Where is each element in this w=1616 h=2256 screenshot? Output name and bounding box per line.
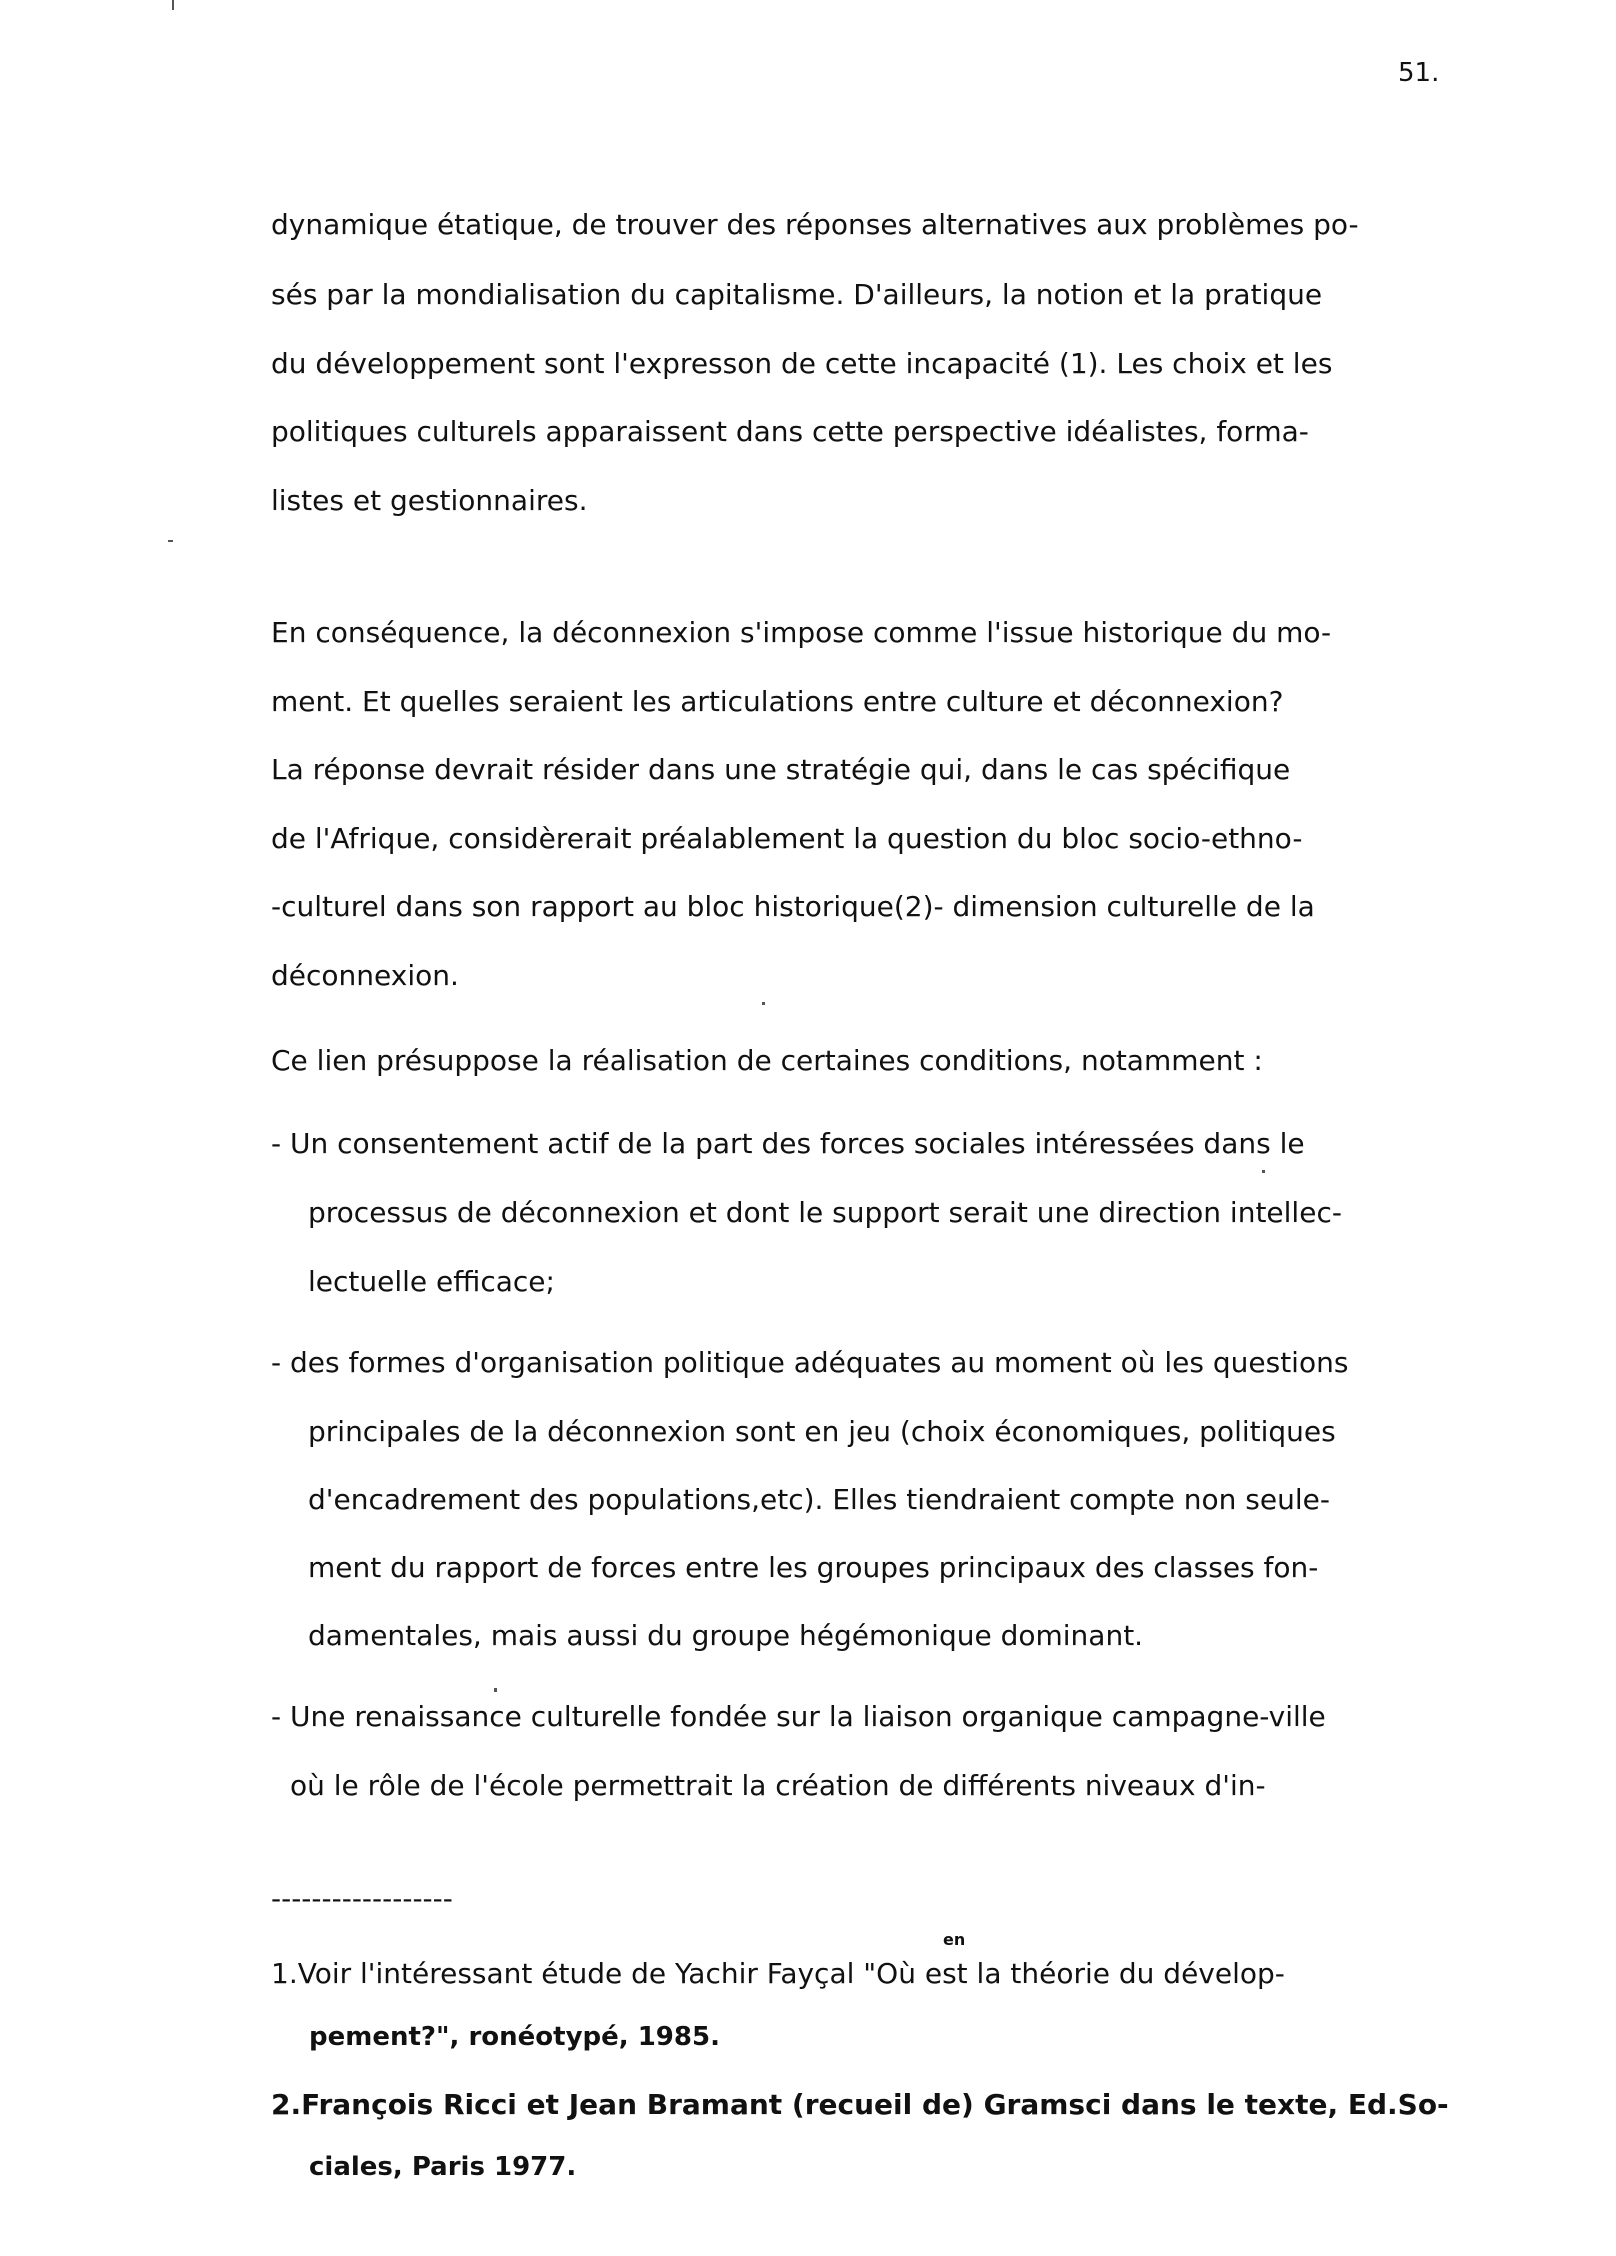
handwritten-insert: en bbox=[943, 1930, 966, 1949]
page-number: 51. bbox=[1398, 58, 1440, 88]
footnote-line: 2.François Ricci et Jean Bramant (recueil de) Gramsci dans le texte, Ed.So- bbox=[271, 2088, 1449, 2121]
text-line: sés par la mondialisation du capitalisme. D'ailleurs, la notion et la pratique bbox=[271, 278, 1323, 311]
scan-speck bbox=[494, 1688, 497, 1692]
text-line: La réponse devrait résider dans une stratégie qui, dans le cas spécifique bbox=[271, 753, 1291, 786]
text-line: - Un consentement actif de la part des forces sociales intéressées dans le bbox=[271, 1127, 1305, 1160]
text-line: processus de déconnexion et dont le support serait une direction intellec- bbox=[308, 1196, 1342, 1229]
footnote-line: pement?", ronéotypé, 1985. bbox=[309, 2022, 720, 2052]
text-line: dynamique étatique, de trouver des réponses alternatives aux problèmes po- bbox=[271, 208, 1359, 241]
conditions-intro: Ce lien présuppose la réalisation de certaines conditions, notamment : bbox=[271, 1044, 1263, 1077]
footnote-line: 1.Voir l'intéressant étude de Yachir Fayçal "Où est la théorie du dévelop- bbox=[271, 1957, 1285, 1990]
text-line: politiques culturels apparaissent dans cette perspective idéalistes, forma- bbox=[271, 415, 1309, 448]
text-line: déconnexion. bbox=[271, 959, 459, 992]
scan-speck bbox=[172, 0, 174, 10]
text-line: où le rôle de l'école permettrait la création de différents niveaux d'in- bbox=[290, 1769, 1266, 1802]
text-line: - des formes d'organisation politique adéquates au moment où les questions bbox=[271, 1346, 1349, 1379]
text-line: de l'Afrique, considèrerait préalablement la question du bloc socio-ethno- bbox=[271, 822, 1303, 855]
scan-speck bbox=[1262, 1170, 1265, 1173]
scan-speck bbox=[168, 540, 173, 542]
text-line: - Une renaissance culturelle fondée sur la liaison organique campagne-ville bbox=[271, 1700, 1326, 1733]
footnote-separator: ------------------ bbox=[271, 1882, 453, 1915]
text-line: du développement sont l'expresson de cette incapacité (1). Les choix et les bbox=[271, 347, 1333, 380]
text-line: En conséquence, la déconnexion s'impose comme l'issue historique du mo- bbox=[271, 616, 1332, 649]
text-line: -culturel dans son rapport au bloc historique(2)- dimension culturelle de la bbox=[271, 890, 1315, 923]
text-line: damentales, mais aussi du groupe hégémonique dominant. bbox=[308, 1619, 1144, 1652]
text-line: ment du rapport de forces entre les groupes principaux des classes fon- bbox=[308, 1551, 1319, 1584]
scan-speck bbox=[762, 1002, 765, 1005]
footnote-line: ciales, Paris 1977. bbox=[309, 2152, 577, 2182]
text-line: listes et gestionnaires. bbox=[271, 484, 588, 517]
text-line: principales de la déconnexion sont en jeu (choix économiques, politiques bbox=[308, 1415, 1336, 1448]
text-line: d'encadrement des populations,etc). Elles tiendraient compte non seule- bbox=[308, 1483, 1330, 1516]
text-line: lectuelle efficace; bbox=[308, 1265, 555, 1298]
text-line: ment. Et quelles seraient les articulations entre culture et déconnexion? bbox=[271, 685, 1284, 718]
